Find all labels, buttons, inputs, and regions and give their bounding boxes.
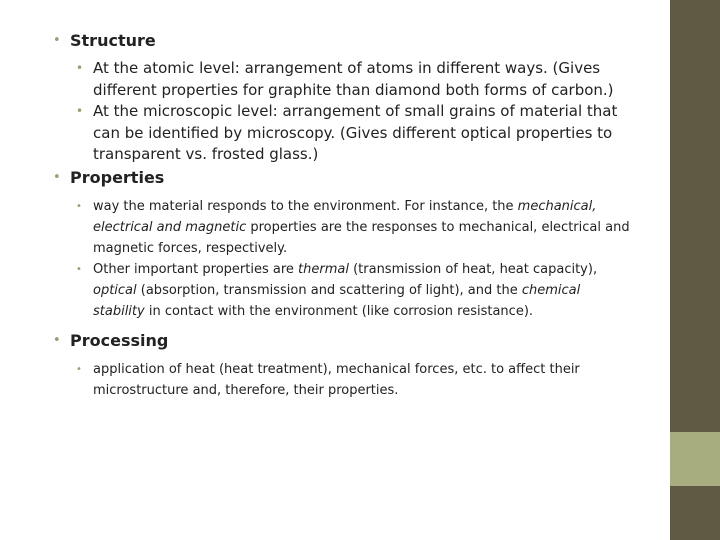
heading-processing bbox=[53, 330, 633, 352]
sidebar-divider bbox=[667, 0, 670, 540]
heading-properties-text: Properties bbox=[70, 167, 165, 187]
bullet-icon: • bbox=[53, 169, 61, 185]
heading-processing-text: Processing bbox=[70, 330, 169, 350]
heading-structure-text: Structure bbox=[70, 31, 156, 50]
properties-other-text-g: in contact with the environment (like corrosion resistance). bbox=[144, 303, 534, 319]
bullet-icon: • bbox=[76, 104, 84, 118]
properties-item-response-text: way the material responds to the environment. For instance, the bbox=[93, 198, 518, 214]
bullet-icon: • bbox=[76, 61, 84, 75]
heading-structure bbox=[53, 30, 633, 52]
sidebar-band-light bbox=[667, 432, 720, 486]
structure-item-atomic bbox=[76, 58, 633, 101]
bullet-icon: • bbox=[53, 332, 61, 348]
sidebar-band-dark-bottom bbox=[667, 486, 720, 540]
properties-other-thermal: thermal bbox=[298, 261, 349, 277]
processing-item bbox=[76, 359, 633, 401]
properties-other-optical: optical bbox=[93, 282, 137, 298]
properties-item-response-emphasis: mechanical, electrical and magnetic bbox=[93, 198, 597, 235]
properties-other-text-c: (transmission of heat, heat capacity), bbox=[348, 261, 598, 277]
heading-properties bbox=[53, 167, 633, 189]
decorative-sidebar bbox=[667, 0, 720, 540]
properties-item-other bbox=[76, 259, 633, 322]
properties-other-text-a: Other important properties are bbox=[93, 261, 299, 277]
structure-item-microscopic-text: At the microscopic level: arrangement of small grains of material that can be identified by microscopy. (Gives different optical properties to transparent vs. frosted glass.) bbox=[93, 102, 618, 163]
sidebar-band-dark bbox=[667, 0, 720, 432]
properties-item-response bbox=[76, 196, 633, 259]
processing-item-text: application of heat (heat treatment), mechanical forces, etc. to affect their microstructure and, therefore, their properties. bbox=[93, 361, 580, 398]
properties-item-response-text-end: properties are the responses to mechanical, electrical and magnetic forces, respectively. bbox=[93, 219, 630, 256]
bullet-icon: • bbox=[53, 33, 61, 48]
bullet-icon: • bbox=[76, 363, 82, 375]
bullet-icon: • bbox=[76, 200, 82, 212]
properties-other-text-e: (absorption, transmission and scattering of light), and the bbox=[136, 282, 522, 298]
properties-other-chemical-stability: chemical stability bbox=[93, 282, 581, 319]
bullet-content bbox=[53, 30, 633, 401]
bullet-icon: • bbox=[76, 263, 82, 275]
structure-item-microscopic bbox=[76, 101, 633, 166]
structure-item-atomic-text: At the atomic level: arrangement of atoms in different ways. (Gives different properties for graphite than diamond both forms of carbon.) bbox=[93, 59, 614, 99]
